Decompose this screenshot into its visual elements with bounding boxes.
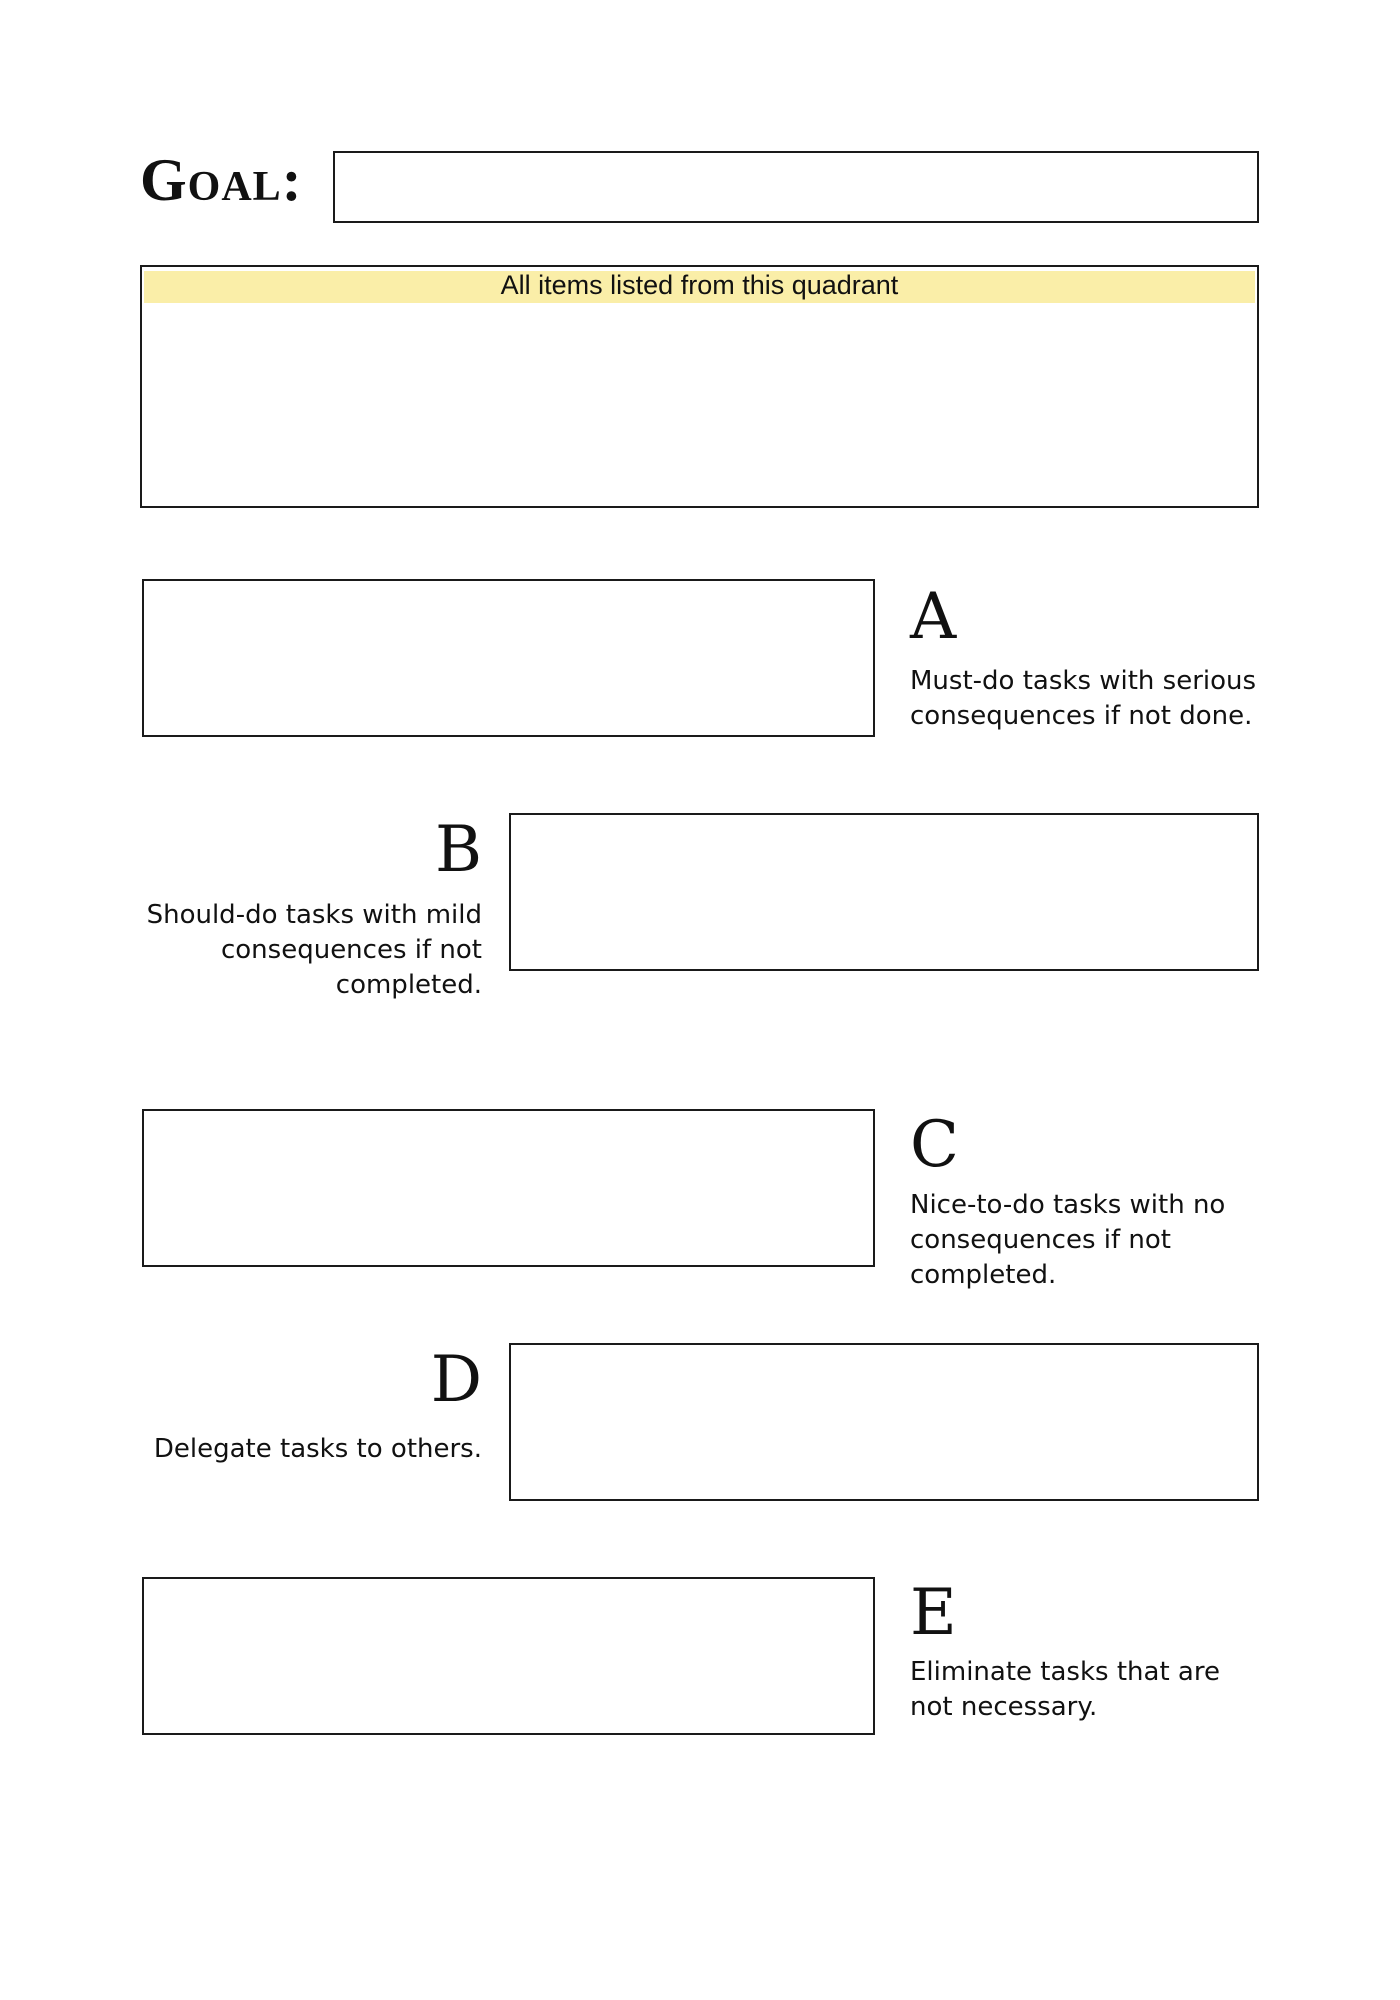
summary-box[interactable] (140, 265, 1259, 508)
goal-label: Goal: (140, 147, 303, 213)
quadrant-c-letter: C (910, 1108, 959, 1182)
quadrant-e-box[interactable] (142, 1577, 875, 1735)
quadrant-b-letter: B (434, 813, 482, 887)
quadrant-e-letter: E (910, 1576, 957, 1650)
summary-header: All items listed from this quadrant (144, 271, 1255, 303)
quadrant-c-description: Nice-to-do tasks with no consequences if not completed. (910, 1190, 1226, 1290)
quadrant-d-letter: D (430, 1343, 482, 1417)
quadrant-a-letter: A (910, 580, 957, 654)
quadrant-b-box[interactable] (509, 813, 1259, 971)
quadrant-a-description: Must-do tasks with serious consequences if not done. (910, 666, 1257, 731)
quadrant-b-description: Should-do tasks with mild consequences if not completed. (146, 900, 482, 1000)
quadrant-c-box[interactable] (142, 1109, 875, 1267)
quadrant-e-description: Eliminate tasks that are not necessary. (910, 1657, 1220, 1722)
quadrant-a-box[interactable] (142, 579, 875, 737)
quadrant-d-box[interactable] (509, 1343, 1259, 1501)
goal-input-box[interactable] (333, 151, 1259, 223)
quadrant-d-description: Delegate tasks to others. (153, 1434, 482, 1464)
